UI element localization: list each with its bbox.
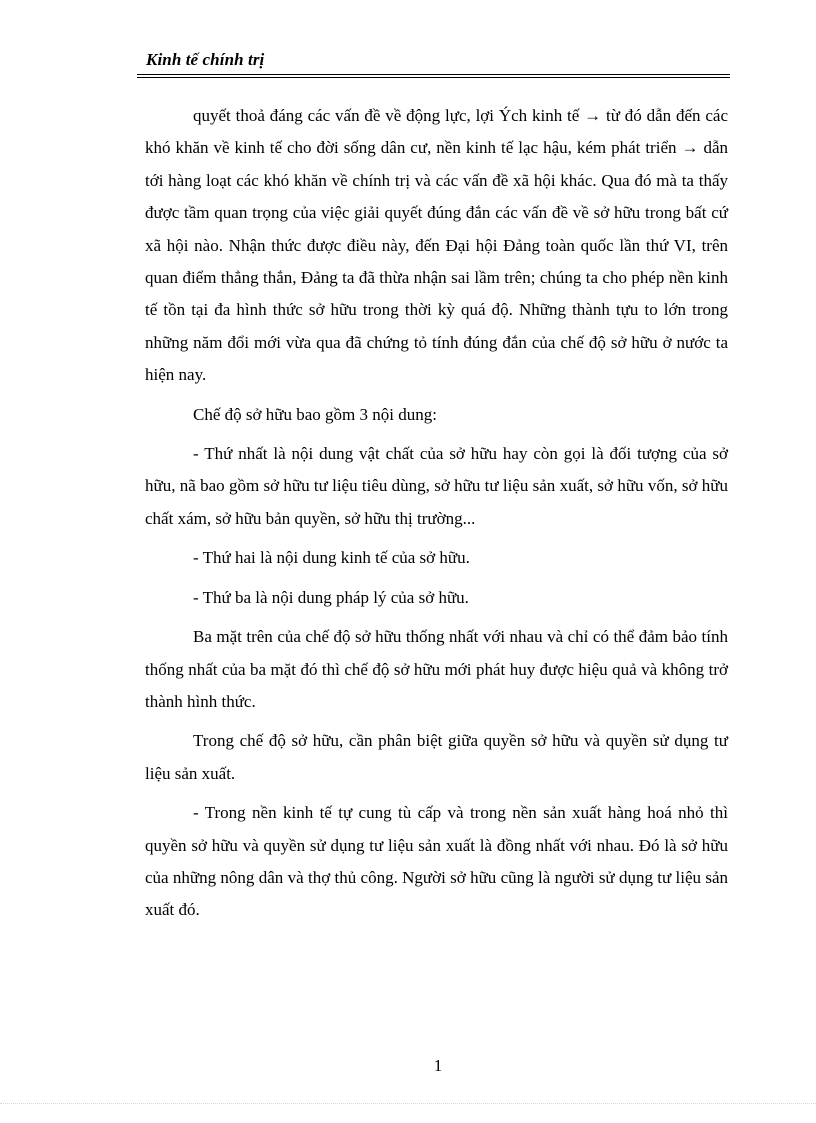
paragraph: - Thứ ba là nội dung pháp lý của sở hữu. xyxy=(193,587,469,607)
page-number-container xyxy=(0,1056,816,1076)
paragraph: - Trong nền kinh tế tự cung tù cấp và trong nền sản xuất hàng hoá nhỏ thì quyền sở hữu và quyền sử dụng tư liệu sản xuất là đồng nhất với nhau. Đó là sở hữu của những nông dân và thợ thủ công. Người sở hữu cũng là người sử dụng tư liệu sản xuất đó. xyxy=(145,803,728,920)
paragraph: - Thứ hai là nội dung kinh tế của sở hữu. xyxy=(193,548,470,568)
running-header: Kinh tế chính trị xyxy=(146,50,265,69)
body-text xyxy=(145,100,728,934)
page-bottom-rule xyxy=(0,1103,816,1104)
paragraph: Trong chế độ sở hữu, cần phân biệt giữa quyền sở hữu và quyền sử dụng tư liệu sản xuất. xyxy=(145,731,728,783)
header-rule-top xyxy=(137,74,730,75)
paragraph: quyết thoả đáng các vấn đề về động lực, lợi Ých kinh tế → từ đó dẫn đến các khó khăn về kinh tế cho đời sống dân cư, nền kinh tế lạc hậu, kém phát triển → dẫn tới hàng loạt các khó khăn về chính trị và các vấn đề xã hội khác. Qua đó mà ta thấy được tầm quan trọng của việc giải quyết đúng đắn các vấn đề về sở hữu trong bất cứ xã hội nào. Nhận thức được điều này, đến Đại hội Đảng toàn quốc lần thứ VI, trên quan điểm thẳng thắn, Đảng ta đã thừa nhận sai lầm trên; chúng ta cho phép nền kinh tế tồn tại đa hình thức sở hữu trong thời kỳ quá độ. Những thành tựu to lớn trong những năm đổi mới vừa qua đã chứng tỏ tính đúng đắn của chế độ sở hữu ở nước ta hiện nay. xyxy=(145,106,728,385)
paragraph: - Thứ nhất là nội dung vật chất của sở hữu hay còn gọi là đối tượng của sở hữu, nã bao gồm sở hữu tư liệu tiêu dùng, sở hữu tư liệu sản xuất, sở hữu vốn, sở hữu chất xám, sở hữu bản quyền, sở hữu thị trường... xyxy=(145,444,728,528)
paragraph: Ba mặt trên của chế độ sở hữu thống nhất với nhau và chỉ có thể đảm bảo tính thống nhất của ba mặt đó thì chế độ sở hữu mới phát huy được hiệu quả và không trở thành hình thức. xyxy=(145,627,728,711)
paragraph: Chế độ sở hữu bao gồm 3 nội dung: xyxy=(193,404,437,424)
page-number: 1 xyxy=(433,1056,443,1075)
header-rule-bottom xyxy=(137,77,730,78)
